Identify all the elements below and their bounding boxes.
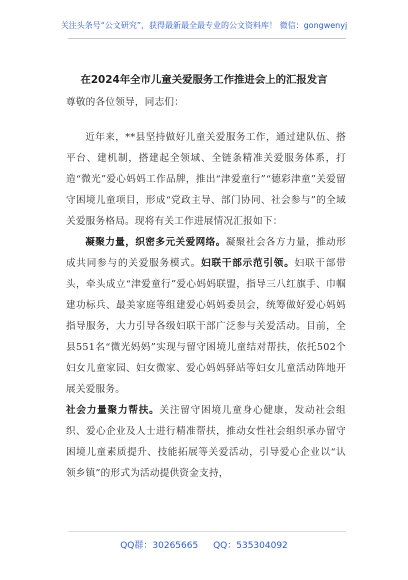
document-body [66,92,346,484]
sub-2-text: 关注留守困境儿童身心健康，发动社会组织、爱心企业及人士进行精准帮扶，推动女性社会组织承办留守困境儿童素质提升、技能拓展等关爱活动，引导爱心企业以“认领乡镇”的形式为活动提供资金支持， [66,405,346,479]
sub-2-paragraph [66,400,346,484]
footer-qq: QQ：535304092 [213,541,288,551]
sub-2-heading: 社会力量聚力帮扶。 [66,405,160,416]
footer-divider [68,531,346,532]
section-1-text: 凝聚社会各方力量，推动形成共同参与的关爱服务模式。 [66,237,347,269]
header-note: 关注头条号“公文研究”，获得最新最全最专业的公文资料库！ 微信：gongwenyj [60,21,348,30]
section-1-paragraph [66,232,346,400]
footer [0,538,408,551]
sub-1-text: 妇联干部带头，牵头成立“津爱童行”爱心妈妈联盟，指导三八红旗手、巾帼建功标兵、最美家庭等组建爱心妈妈委员会，统筹做好爱心妈妈指导服务，大力引导各级妇联干部广泛参与关爱活动。目前，全县551名“微光妈妈”实现与留守困境儿童结对帮扶，依托502个妇女儿童家园、妇女微家、爱心妈妈驿站等妇女儿童活动阵地开展关爱服务。 [66,258,346,395]
intro-paragraph: 近年来，**县坚持做好儿童关爱服务工作，通过建队伍、搭平台、建机制，搭建起全领域、全链条精准关爱服务体系，打造“微光”爱心妈妈工作品牌，推出“津爱童行”“德彩津童”关爱留守困境儿童项目，形成“党政主导、部门协同、社会参与”的全域关爱服务格局。现将有关工作进展情况汇报如下： [66,132,346,227]
section-1-heading: 凝聚力量，织密多元关爱网络。 [85,237,226,248]
document-title: 在2024年全市儿童关爱服务工作推进会上的汇报发言 [80,74,328,86]
footer-qq-group: QQ群：30265665 [120,541,199,551]
sub-1-heading: 妇联干部示范引领。 [201,258,295,269]
header-divider [68,38,346,39]
greeting: 尊敬的各位领导，同志们： [66,97,185,108]
